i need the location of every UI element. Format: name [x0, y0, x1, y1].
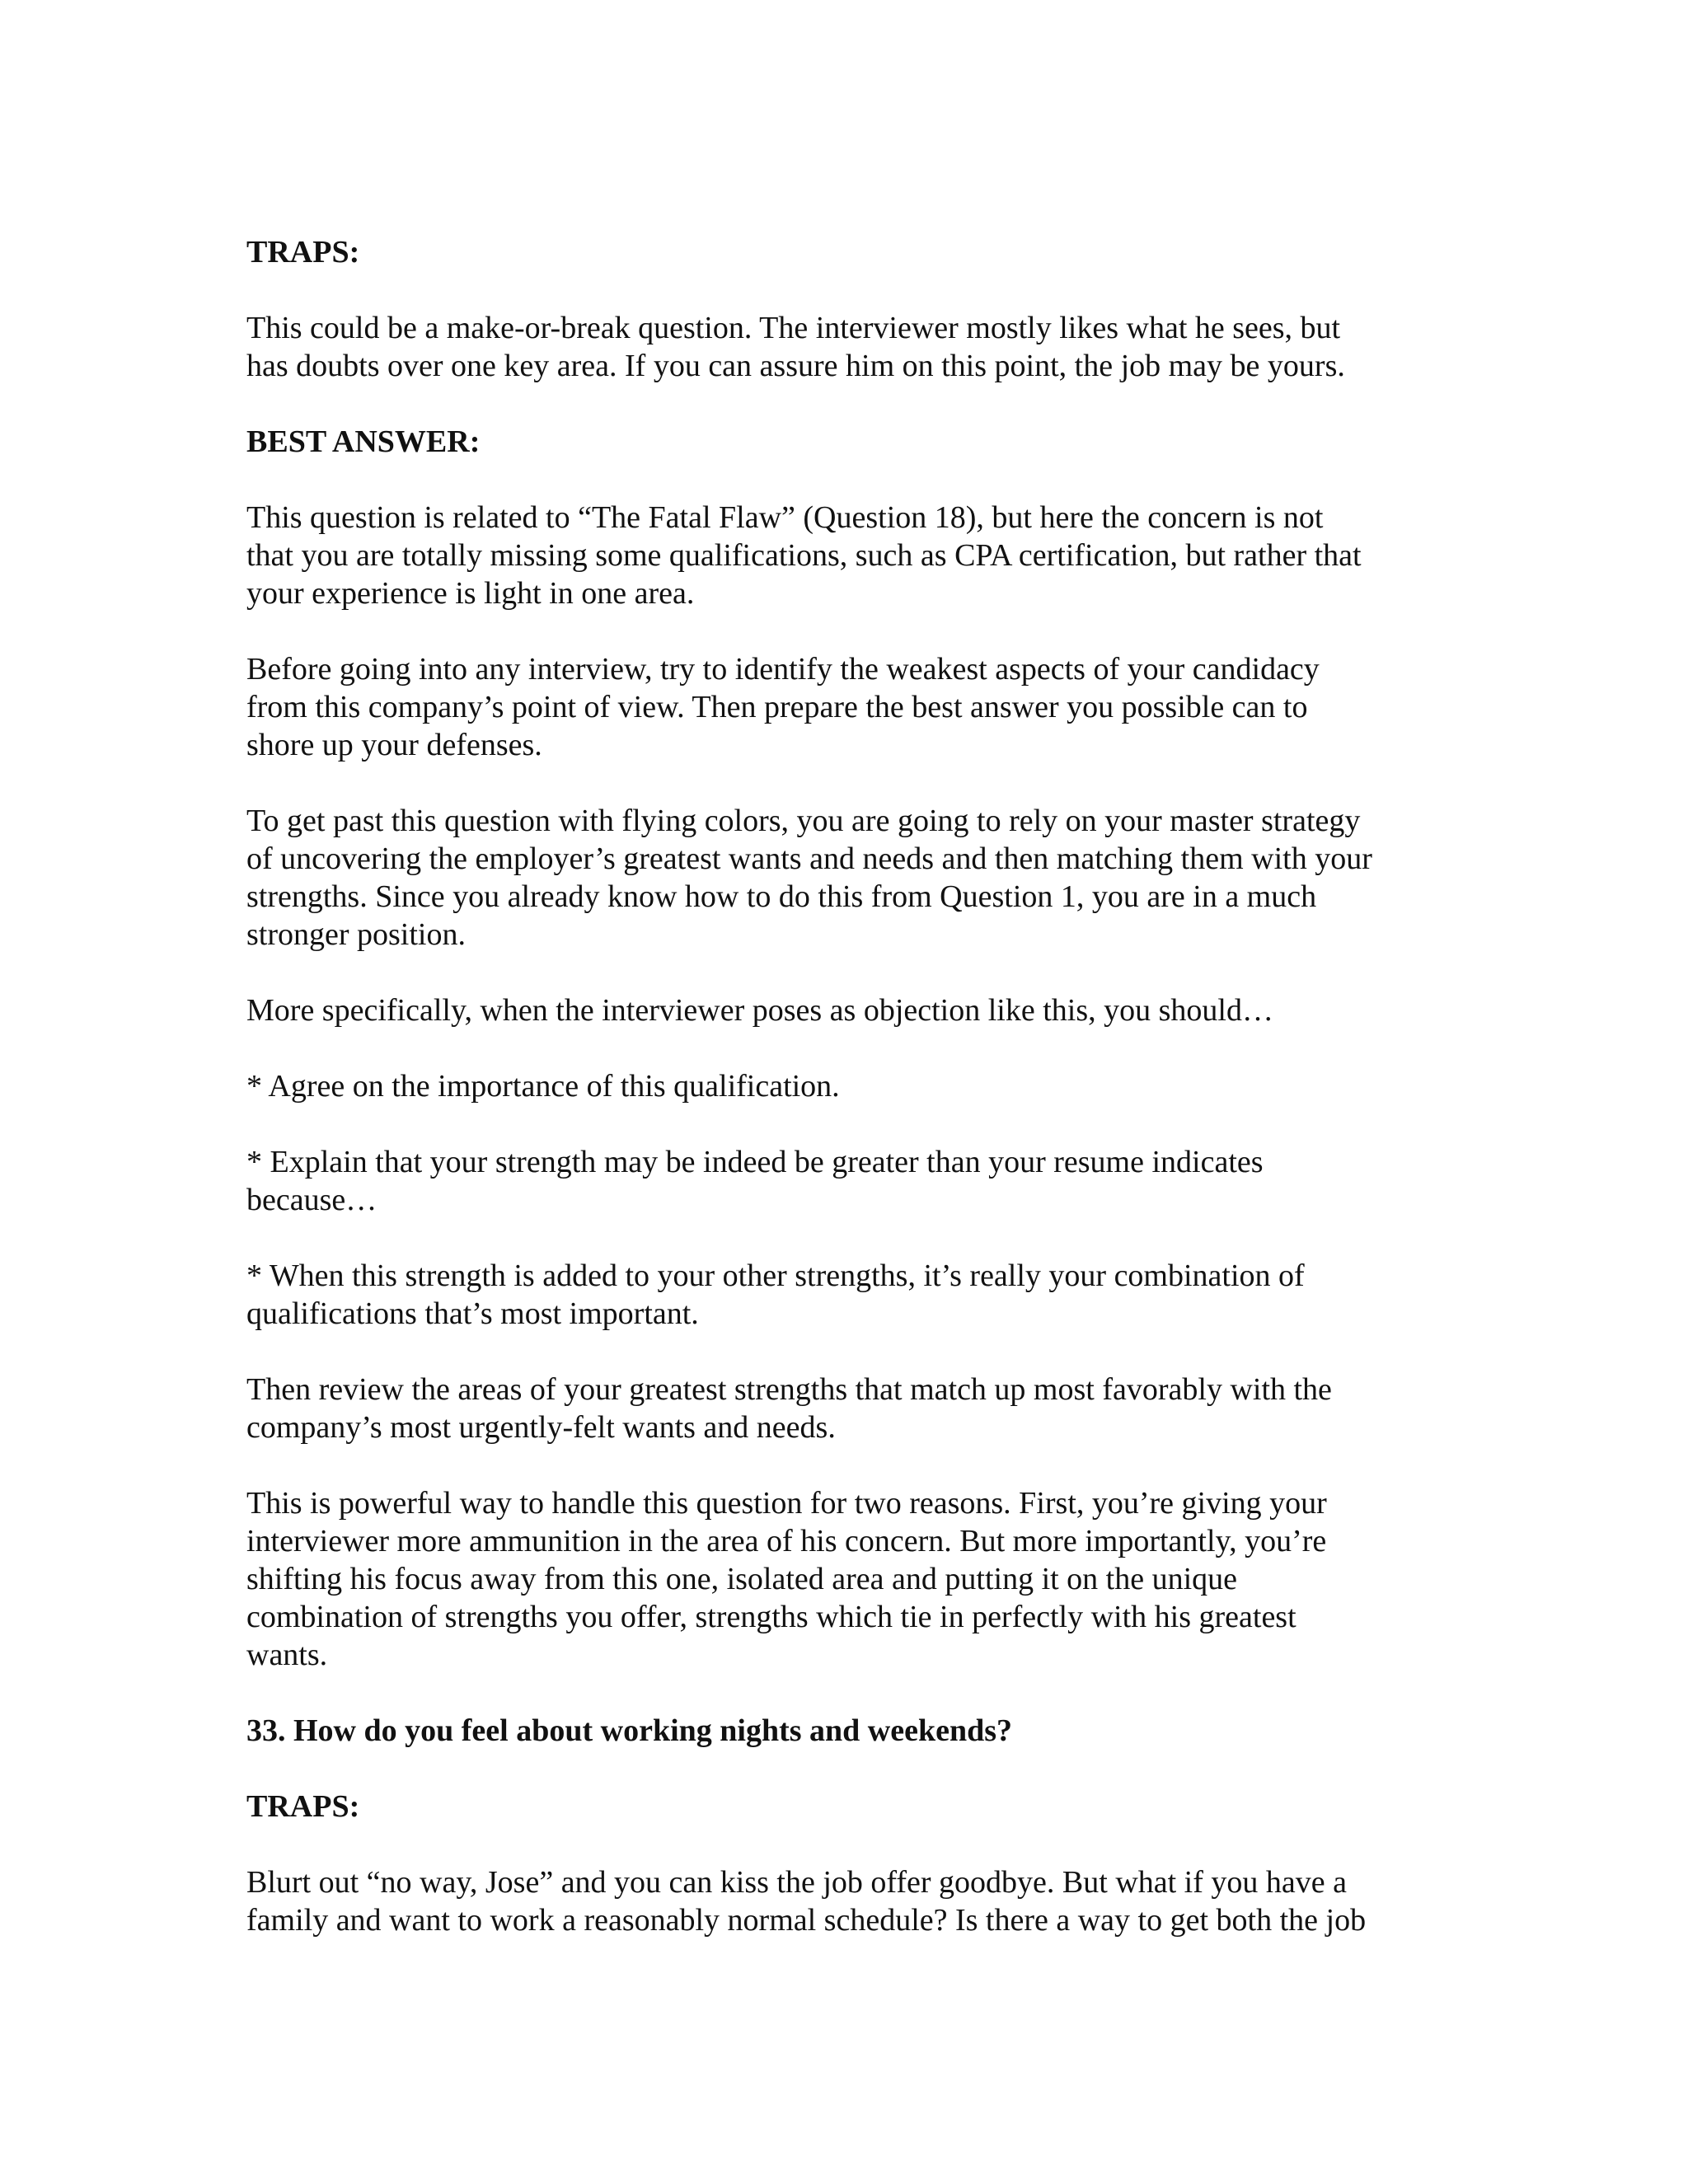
question-33-heading: 33. How do you feel about working nights and weekends? — [246, 1713, 1013, 1748]
body-paragraph: Then review the areas of your greatest strengths that match up most favorably with the company’s most urgently-felt wants and needs. — [246, 1372, 1332, 1445]
body-paragraph: This is powerful way to handle this question for two reasons. First, you’re giving your interviewer more ammunition in the area of his concern. But more importantly, you’re shifting his focus away from this one, isolated area and putting it on the unique combination of strengths you offer, strengths which tie in perfectly with his greatest wants. — [246, 1486, 1327, 1672]
traps-heading: TRAPS: — [246, 235, 360, 269]
traps-paragraph: This could be a make-or-break question. The interviewer mostly likes what he sees, but has doubts over one key area. If you can assure him on this point, the job may be yours. — [246, 311, 1345, 383]
bullet-paragraph: * Agree on the importance of this qualification. — [246, 1069, 840, 1104]
document-body — [246, 233, 1450, 1939]
body-paragraph: This question is related to “The Fatal Flaw” (Question 18), but here the concern is not that you are totally missing some qualifications, such as CPA certification, but rather that your experience is light in one area. — [246, 500, 1362, 611]
bullet-paragraph: * Explain that your strength may be indeed be greater than your resume indicates because… — [246, 1145, 1264, 1217]
body-paragraph: Before going into any interview, try to identify the weakest aspects of your candidacy from this company’s point of view. Then prepare the best answer you possible can to shore up your defenses. — [246, 652, 1320, 762]
body-paragraph: Blurt out “no way, Jose” and you can kiss the job offer goodbye. But what if you have a family and want to work a reasonably normal schedule? Is there a way to get both the job — [246, 1865, 1367, 1938]
body-paragraph: More specifically, when the interviewer poses as objection like this, you should… — [246, 993, 1273, 1028]
body-paragraph: To get past this question with flying colors, you are going to rely on your master strategy of uncovering the employer’s greatest wants and needs and then matching them with your strengths. Since you already know how to do this from Question 1, you are in a much stronger position. — [246, 804, 1372, 952]
best-answer-heading: BEST ANSWER: — [246, 424, 481, 459]
bullet-paragraph: * When this strength is added to your other strengths, it’s really your combination of qualifications that’s most important. — [246, 1258, 1305, 1331]
traps-heading: TRAPS: — [246, 1789, 360, 1824]
